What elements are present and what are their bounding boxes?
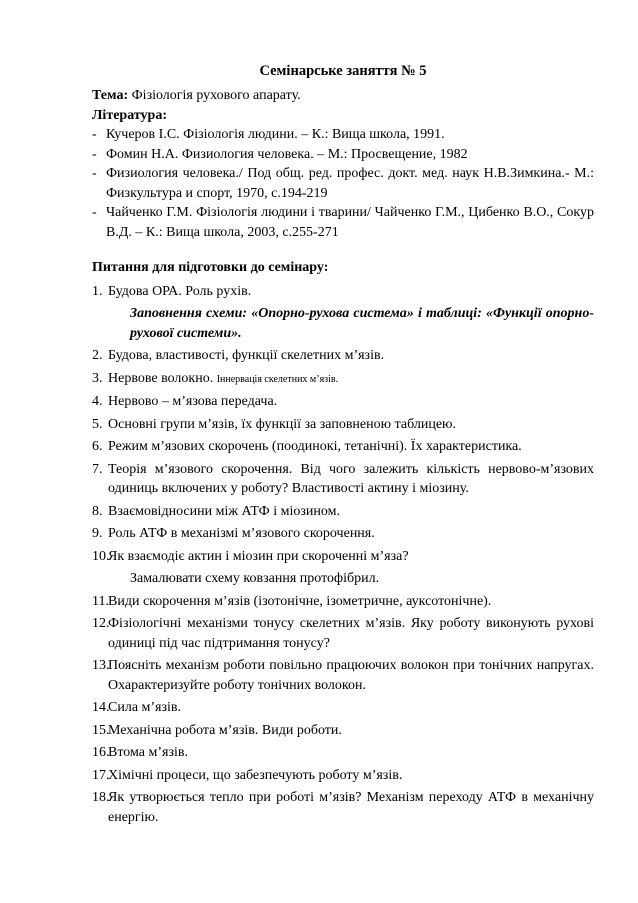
question-item: 12. Фізіологічні механізми тонусу скелетних м’язів. Яку роботу виконують рухові одиниці під час підтримання тонусу? [92, 616, 594, 651]
question-item: 6. Режим м’язових скорочень (поодинокі, тетанічні). Їх характеристика. [92, 439, 522, 454]
question-item: 9. Роль АТФ в механізмі м’язового скорочення. [92, 526, 375, 541]
question-item: 1. Будова ОРА. Роль рухів. [92, 283, 252, 299]
literature-item: - Чайченко Г.М. Фізіологія людини і тварини/ Чайченко Г.М., Цибенко В.О., Сокур В.Д. – К.: Вища школа, 2003, с.255-271 [92, 205, 594, 240]
literature-item: - Кучеров І.С. Фізіологія людини. – К.: Вища школа, 1991. [92, 127, 445, 142]
question-item: 8. Взаємовідносини між АТФ і міозином. [92, 503, 340, 519]
literature-list [92, 125, 594, 242]
question-item: 15. Механічна робота м’язів. Види роботи. [92, 722, 342, 738]
question-item: 18. Як утворюється тепло при роботі м’язів? Механізм переходу АТФ в механічну енергію. [92, 790, 594, 825]
question-item: 17. Хімічні процеси, що забезпечують роботу м’язів. [92, 767, 403, 783]
questions-heading: Питання для підготовки до семінару: [92, 260, 329, 275]
question-item: 2. Будова, властивості, функції скелетних м’язів. [92, 348, 385, 363]
question-item: 10. Як взаємодіє актин і міозин при скороченні м’яза? [92, 548, 409, 564]
question-item: 5. Основні групи м’язів, їх функції за заповненою таблицею. [92, 416, 457, 432]
page-title: Семінарське заняття № 5 [259, 63, 427, 79]
literature-item: - Физиология человека./ Под общ. ред. профес. докт. мед. наук Н.В.Зимкина.- М.: Физкультура и спорт, 1970, с.194-219 [92, 166, 594, 201]
question-item: 13. Поясніть механізм роботи повільно працюючих волокон при тонічних напругах. Охарактеризуйте роботу тонічних волокон. [92, 658, 594, 693]
topic-text: Фізіологія рухового апарату. [128, 88, 301, 103]
questions-list [92, 282, 594, 828]
question-item: 7. Теорія м’язового скорочення. Від чого залежить кількість нервово-м’язових одиниць включених у роботу? Властивості актину і міозину. [92, 461, 594, 496]
topic-label: Тема: [92, 88, 129, 103]
question-item: 11. Види скорочення м’язів (ізотонічне, ізометричне, ауксотонічне). [92, 593, 492, 609]
topic-line [92, 86, 594, 106]
question-item: 3. Нервове волокно. Іннервація скелетних м’язів. [92, 370, 339, 386]
literature-item: - Фомин Н.А. Физиология человека. – М.: Просвещение, 1982 [92, 146, 468, 162]
question-1-subtask: Заповнення схеми: «Опорно-рухова система» і таблиці: «Функції опорно-рухової системи». [130, 306, 594, 341]
literature-label: Література: [92, 107, 167, 123]
question-item: 16. Втома м’язів. [92, 745, 188, 760]
question-10-subtask: Замалювати схему ковзання протофібрил. [130, 571, 380, 586]
question-item: 4. Нервово – м’язова передача. [92, 394, 278, 409]
question-item: 14. Сила м’язів. [92, 700, 182, 715]
